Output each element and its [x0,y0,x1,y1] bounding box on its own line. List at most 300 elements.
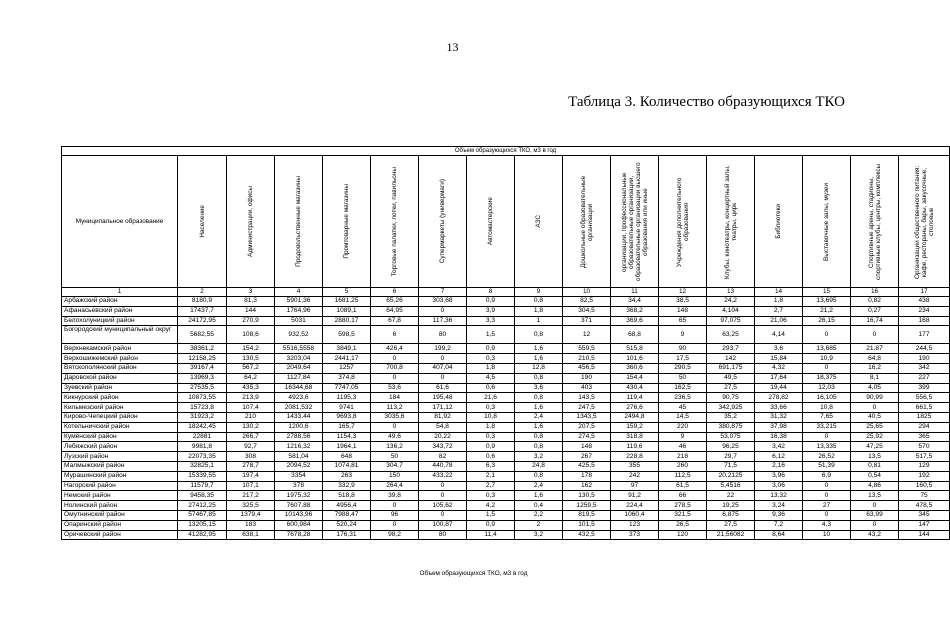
table-cell: 691,175 [707,363,755,373]
column-header [178,156,227,288]
table-cell: 0 [803,432,851,442]
table-row [62,501,950,511]
table-cell: 0 [371,520,419,530]
table-row [62,363,950,373]
table-cell: 0 [419,354,467,364]
table-cell: 150 [371,471,419,481]
table-cell: 14,5 [659,412,707,422]
table-cell: 7607,88 [275,501,323,511]
table-cell: 559,5 [563,344,611,354]
table-cell: 17,5 [659,354,707,364]
table-cell: 0,9 [467,297,515,307]
table-cell: 3,96 [755,471,803,481]
table-cell: 1964,1 [323,442,371,452]
table-cell: 64,8 [851,354,899,364]
table-cell: 26,5 [659,520,707,530]
table-cell: 176,31 [323,530,371,540]
table-cell: 1,6 [515,354,563,364]
table-cell: 0 [371,501,419,511]
column-header-label: Клубы, кинотеатры, концертный залы, театры, цирк [723,164,738,279]
table-cell: 360,6 [611,363,659,373]
table-cell: 8180,9 [178,297,227,307]
table-cell: 197,4 [227,471,275,481]
column-header-label: Население [198,205,206,238]
table-row [62,316,950,326]
table-cell: 304,5 [563,306,611,316]
table-cell: 50 [371,452,419,462]
table-cell: 130,5 [563,491,611,501]
column-header-label: Продовольственные магазины [295,176,302,267]
table-cell: 1,6 [515,344,563,354]
table-cell: 10,8 [803,403,851,413]
table-cell: 81,92 [419,412,467,422]
table-cell: 65 [659,316,707,326]
table-cell: 932,52 [275,326,323,344]
table-cell: 2,2 [515,510,563,520]
table-cell: 29,7 [707,452,755,462]
table-cell: 168 [899,316,950,326]
table-cell: 65,26 [371,297,419,307]
table-cell: 0 [371,373,419,383]
table-cell: 3,06 [755,481,803,491]
table-cell: 159,2 [611,422,659,432]
table-cell: 37,98 [755,422,803,432]
table-cell: 9981,8 [178,442,227,452]
table-cell: 24,8 [515,461,563,471]
table-row [62,510,950,520]
table-cell: 64,2 [227,373,275,383]
table-cell: 638,1 [227,530,275,540]
table-cell: 1,5 [467,326,515,344]
column-header-label: Автомастерские [487,197,494,246]
table-cell: 19,44 [755,383,803,393]
table-cell: 1200,6 [275,422,323,432]
table-cell: 81,3 [227,297,275,307]
table-cell: 234 [899,306,950,316]
table-cell: 0 [371,422,419,432]
table-cell: 224,4 [611,501,659,511]
table-cell: 21,06 [755,316,803,326]
column-header [275,156,323,288]
group-header: Объем образующихся ТКО, м3 в год [62,147,950,156]
municipality-name: Кирово-Чепецкий район [62,412,178,422]
table-cell: 247,5 [563,403,611,413]
table-cell: 38361,2 [178,344,227,354]
table-cell: 661,5 [899,403,950,413]
table-cell: 183 [227,520,275,530]
table-cell: 154,2 [227,344,275,354]
municipality-name: Нолинский район [62,501,178,511]
table-cell: 144 [227,306,275,316]
table-cell: 97,075 [707,316,755,326]
column-number: 8 [467,288,515,297]
table-cell: 267 [563,452,611,462]
table-cell: 18242,45 [178,422,227,432]
table-cell: 517,5 [899,452,950,462]
municipality-name: Кильмезский район [62,403,178,413]
column-header [371,156,419,288]
table-cell: 27,5 [707,383,755,393]
column-number: 7 [419,288,467,297]
table-cell: 4,14 [755,326,803,344]
table-cell: 10,9 [803,354,851,364]
table-cell: 68,8 [611,326,659,344]
table-cell: 0,81 [851,461,899,471]
table-cell: 220 [659,422,707,432]
municipality-name: Омутнинский район [62,510,178,520]
table-cell: 165,7 [323,422,371,432]
table-cell: 10 [803,530,851,540]
table-cell: 13,695 [803,297,851,307]
column-number: 3 [227,288,275,297]
table-cell: 21,6 [467,393,515,403]
municipality-name: Кумёнский район [62,432,178,442]
table-cell: 1089,1 [323,306,371,316]
table-cell: 5,4516 [707,481,755,491]
table-cell: 570 [899,442,950,452]
table-cell: 303,68 [419,297,467,307]
column-header-label: Промтоварные магазины [343,184,350,259]
table-cell: 2,4 [515,412,563,422]
column-header [755,156,803,288]
table-cell: 96,25 [707,442,755,452]
column-header-label: Учреждения дополнительного образования [675,176,690,267]
table-cell: 148 [563,442,611,452]
table-cell: 2494,8 [611,412,659,422]
table-row [62,297,950,307]
municipality-name: Афанасьевский район [62,306,178,316]
table-cell: 0,9 [467,442,515,452]
table-cell: 0,27 [851,306,899,316]
table-cell: 7678,28 [275,530,323,540]
table-cell: 9458,35 [178,491,227,501]
table-cell: 16,105 [803,393,851,403]
table-cell: 371 [563,316,611,326]
column-header-label: Супермаркеты (универмаги) [439,179,446,264]
group-header-row [62,147,950,156]
table-cell: 5682,55 [178,326,227,344]
column-number: 10 [563,288,611,297]
table-cell: 21,56082 [707,530,755,540]
table-cell: 1,8 [515,306,563,316]
table-row [62,520,950,530]
table-cell: 244,5 [899,344,950,354]
table-cell: 3,9 [467,306,515,316]
table-cell: 355 [611,461,659,471]
table-cell: 342 [899,363,950,373]
table-cell: 304,7 [371,461,419,471]
table-cell: 16,38 [755,432,803,442]
table-cell: 43,2 [851,530,899,540]
table-cell: 266,7 [227,432,275,442]
table-cell: 3035,6 [371,412,419,422]
table-row [62,373,950,383]
table-cell: 9693,8 [323,412,371,422]
table-cell: 433,22 [419,471,467,481]
column-header [419,156,467,288]
table-cell: 374,8 [323,373,371,383]
table-cell: 0 [419,373,467,383]
municipality-name: Лузский район [62,452,178,462]
table-cell: 63,99 [851,510,899,520]
table-cell: 1,8 [755,297,803,307]
table-cell: 278,5 [659,501,707,511]
table-cell: 0,82 [851,297,899,307]
table-cell: 321,5 [659,510,707,520]
table-cell: 1,6 [515,491,563,501]
table-cell: 2,7 [467,481,515,491]
column-header-label: Торговые палатки, лотки, павильоны [391,166,398,277]
table-cell: 47,25 [851,442,899,452]
table-row [62,412,950,422]
table-cell: 332,9 [323,481,371,491]
table-cell: 0,54 [851,471,899,481]
column-number: 11 [611,288,659,297]
table-cell: 0 [803,491,851,501]
table-cell: 190 [899,354,950,364]
table-cell: 1127,84 [275,373,323,383]
table-cell: 218 [659,452,707,462]
table-cell: 210 [227,412,275,422]
table-cell: 148 [659,306,707,316]
table-cell: 0 [851,501,899,511]
table-cell: 3354 [275,471,323,481]
table-cell: 195,48 [419,393,467,403]
table-cell: 113,2 [371,403,419,413]
municipality-name: Опаринский район [62,520,178,530]
table-cell: 162,5 [659,383,707,393]
table-cell: 184 [371,393,419,403]
table-cell: 365 [899,432,950,442]
table-cell: 24172,95 [178,316,227,326]
table-cell: 31,32 [755,412,803,422]
table-cell: 600,984 [275,520,323,530]
table-cell: 2094,52 [275,461,323,471]
table-cell: 40,5 [851,412,899,422]
table-cell: 46 [659,442,707,452]
table-cell: 3,6 [755,344,803,354]
table-cell: 4,86 [851,481,899,491]
table-cell: 66 [659,491,707,501]
table-cell: 107,4 [227,403,275,413]
table-cell: 17437,7 [178,306,227,316]
table-cell: 33,215 [803,422,851,432]
table-cell: 0 [851,326,899,344]
table-cell: 9 [659,432,707,442]
table-cell: 18,375 [803,373,851,383]
table-cell: 143,5 [563,393,611,403]
table-cell: 38,5 [659,297,707,307]
table-cell: 7747,05 [323,383,371,393]
table-row [62,383,950,393]
table-cell: 0,9 [467,520,515,530]
table-cell: 20,22 [419,432,467,442]
table-cell: 4,5 [467,373,515,383]
column-number: 4 [275,288,323,297]
table-cell: 0 [803,363,851,373]
table-cell: 51,39 [803,461,851,471]
table-cell: 108,6 [227,326,275,344]
table-cell: 1074,81 [323,461,371,471]
table-cell: 3,3 [467,316,515,326]
table-cell: 440,78 [419,461,467,471]
table-cell: 380,875 [707,422,755,432]
table-cell: 61,5 [659,481,707,491]
table-cell: 7988,47 [323,510,371,520]
column-number: 1 [62,288,178,297]
table-cell: 294 [899,422,950,432]
table-cell: 648 [323,452,371,462]
table-cell: 1,5 [467,510,515,520]
table-cell: 2 [515,520,563,530]
table-cell: 0,6 [467,452,515,462]
municipality-name: Арбажский район [62,297,178,307]
table-cell: 147 [899,520,950,530]
column-header-municipality: Муниципальное образование [62,156,178,288]
table-cell: 278,7 [227,461,275,471]
column-header-label: Организации общественного питания: кафе, рестораны, бары, закусочные, столовые [913,164,935,279]
table-cell: 49,6 [371,432,419,442]
table-cell: 236,5 [659,393,707,403]
table-row [62,326,950,344]
table-cell: 75 [899,491,950,501]
table-cell: 160,5 [899,481,950,491]
column-header [707,156,755,288]
table-row [62,530,950,540]
municipality-name: Верхошижемский район [62,354,178,364]
table-cell: 10143,96 [275,510,323,520]
municipality-name: Котельничский район [62,422,178,432]
table-cell: 1,8 [467,422,515,432]
table-cell: 1343,5 [563,412,611,422]
table-cell: 0,8 [515,373,563,383]
table-cell: 325,5 [227,501,275,511]
column-header [611,156,659,288]
table-cell: 373 [611,530,659,540]
table-cell: 53,075 [707,432,755,442]
table-row [62,344,950,354]
column-header [323,156,371,288]
table-row [62,461,950,471]
column-number: 14 [755,288,803,297]
table-cell: 12 [563,326,611,344]
table-cell: 107,1 [227,481,275,491]
table-cell: 13,335 [803,442,851,452]
table-cell: 17,64 [755,373,803,383]
table-cell: 227 [899,373,950,383]
table-cell: 41282,95 [178,530,227,540]
table-cell: 4923,6 [275,393,323,403]
table-cell: 0,3 [467,403,515,413]
table-cell: 438 [899,297,950,307]
table-cell: 278,82 [755,393,803,403]
table-cell: 50 [659,373,707,383]
municipality-name: Немский район [62,491,178,501]
municipality-name: Малмыжский район [62,461,178,471]
table-cell: 6 [371,326,419,344]
table-cell: 101,6 [611,354,659,364]
table-cell: 6,875 [707,510,755,520]
table-row [62,403,950,413]
table-cell: 6,3 [467,461,515,471]
table-cell: 700,8 [371,363,419,373]
table-cell: 39167,4 [178,363,227,373]
table-cell: 1216,32 [275,442,323,452]
table-cell: 0,8 [515,432,563,442]
table-row [62,432,950,442]
table-cell: 1 [515,316,563,326]
column-number: 15 [803,288,851,297]
table-cell: 27412,25 [178,501,227,511]
table-cell: 520,24 [323,520,371,530]
table-cell: 2049,64 [275,363,323,373]
table-cell: 518,8 [323,491,371,501]
table-cell: 90 [659,344,707,354]
table-cell: 435,3 [227,383,275,393]
table-cell: 71,5 [707,461,755,471]
table-cell: 35,2 [707,412,755,422]
table-cell: 21,2 [803,306,851,316]
table-cell: 27 [803,501,851,511]
table-cell: 345 [899,510,950,520]
table-cell: 2,16 [755,461,803,471]
table-cell: 5031 [275,316,323,326]
table-cell: 369,6 [611,316,659,326]
table-cell: 0 [851,403,899,413]
column-number: 6 [371,288,419,297]
table-cell: 1195,3 [323,393,371,403]
table-cell: 1975,32 [275,491,323,501]
table-cell: 13,5 [851,452,899,462]
table-cell: 5516,5558 [275,344,323,354]
table-cell: 27,5 [707,520,755,530]
table-cell: 91,2 [611,491,659,501]
table-cell: 142 [707,354,755,364]
table-cell: 54,8 [419,422,467,432]
table-cell: 190 [563,373,611,383]
column-number-row [62,288,950,297]
table-cell: 0 [803,510,851,520]
column-number: 5 [323,288,371,297]
column-header-label: Выставочные залы, музеи [823,182,830,261]
table-row [62,491,950,501]
table-cell: 2441,17 [323,354,371,364]
table-cell: 1681,25 [323,297,371,307]
table-cell: 16,2 [851,363,899,373]
table-cell: 171,12 [419,403,467,413]
column-header-label: Дошкольные образовательные организации [579,175,594,268]
table-cell: 13969,3 [178,373,227,383]
table-cell: 24,2 [707,297,755,307]
table-cell: 15339,55 [178,471,227,481]
table-cell: 290,5 [659,363,707,373]
table-cell: 598,5 [323,326,371,344]
table-cell: 263 [323,471,371,481]
table-cell: 136,2 [371,442,419,452]
municipality-name: Нагорский район [62,481,178,491]
municipality-name: Оричевский район [62,530,178,540]
table-cell: 567,2 [227,363,275,373]
table-cell: 1154,3 [323,432,371,442]
table-cell: 12,03 [803,383,851,393]
table-cell: 123 [611,520,659,530]
table-cell: 22 [707,491,755,501]
table-cell: 3,2 [515,530,563,540]
table-cell: 6,12 [755,452,803,462]
table-cell: 0,8 [515,442,563,452]
table-cell: 90,75 [707,393,755,403]
table-cell: 13,32 [755,491,803,501]
